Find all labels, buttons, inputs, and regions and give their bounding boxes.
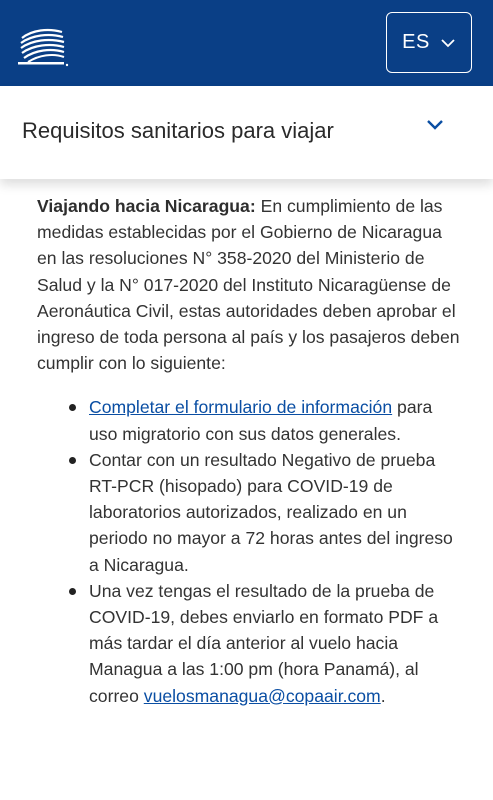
form-link[interactable]: Completar el formulario de información [89, 397, 393, 418]
intro-text: En cumplimiento de las medidas establecidas por el Gobierno de Nicaragua en las resoluciones N° 358-2020 del Ministerio de Salud y la N° 017-2020 del Instituto Nicaragüense de Aeronáutica Civil, estas autoridades deben aprobar el ingreso de toda persona al país y los pasajeros deben cumplir con lo siguiente: [37, 196, 460, 374]
email-link[interactable]: vuelosmanagua@copaair.com [143, 685, 381, 706]
intro-paragraph [37, 193, 463, 376]
chevron-down-icon[interactable] [426, 119, 444, 131]
health-requirements-accordion-header[interactable] [0, 86, 493, 179]
list-item [89, 578, 463, 709]
copa-airlines-logo[interactable] [18, 24, 70, 68]
list-item [89, 447, 463, 578]
accordion-title: Requisitos sanitarios para viajar [22, 118, 334, 143]
accordion-content [0, 179, 493, 709]
list-item-text: para uso migratorio con sus datos generales. [89, 397, 433, 444]
language-label: ES [402, 31, 430, 53]
list-item-end: . [380, 685, 386, 706]
top-header [0, 0, 493, 86]
language-selector-button[interactable] [386, 12, 472, 73]
list-item-text: Una vez tengas el resultado de la prueba de COVID-19, debes enviarlo en formato PDF a más tardar el día anterior al vuelo hacia Managua a las 1:00 pm (hora Panamá), al correo [89, 580, 439, 706]
list-item [89, 394, 463, 446]
chevron-down-icon [440, 38, 456, 48]
intro-heading: Viajando hacia Nicaragua: [37, 196, 256, 216]
list-item-text: Contar con un resultado Negativo de prueba RT-PCR (hisopado) para COVID-19 de laboratorios autorizados, realizado en un periodo no mayor a 72 horas antes del ingreso a Nicaragua. [89, 449, 453, 575]
requirements-list [37, 394, 463, 708]
